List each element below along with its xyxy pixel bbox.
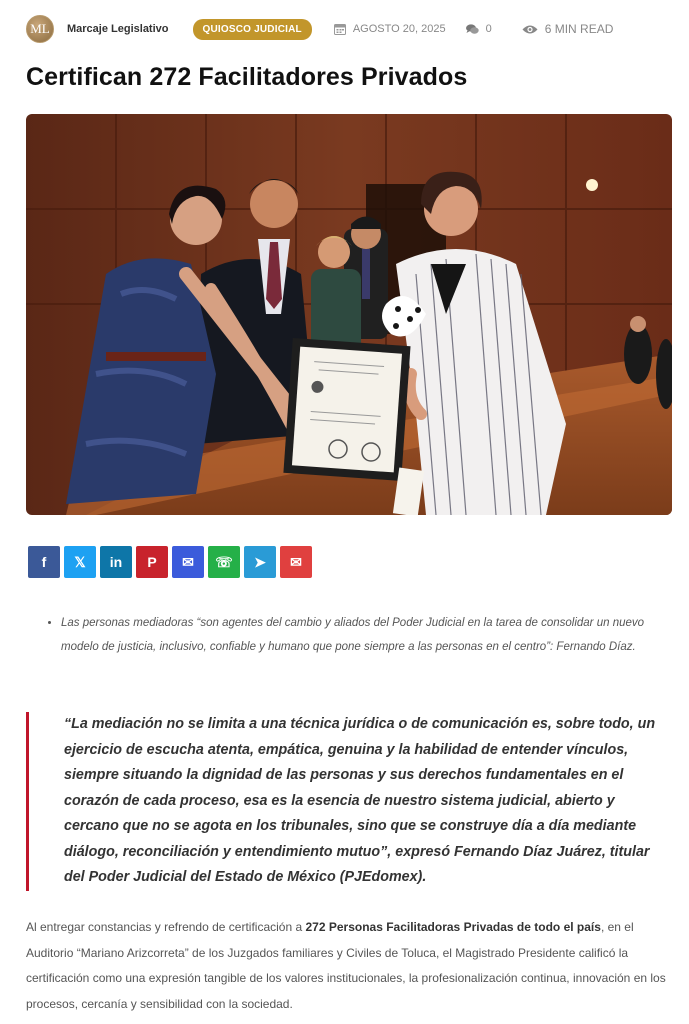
messenger-icon: ✉ xyxy=(182,553,194,570)
author-name[interactable]: Marcaje Legislativo xyxy=(67,23,169,35)
share-linkedin-button[interactable] xyxy=(100,546,132,578)
whatsapp-icon: ☏ xyxy=(215,553,233,570)
hero-image[interactable] xyxy=(26,114,672,515)
article-blockquote xyxy=(26,712,672,891)
pinterest-icon: P xyxy=(147,554,157,570)
paragraph-intro: Al entregar constancias y refrendo de certificación a xyxy=(26,920,306,934)
social-share-bar xyxy=(28,546,312,578)
read-time-text: 6 MIN READ xyxy=(544,22,614,36)
read-time xyxy=(522,22,614,36)
calendar-icon xyxy=(334,23,346,35)
article-summary-list xyxy=(48,611,668,659)
site-logo[interactable]: ML xyxy=(26,15,54,43)
share-pinterest-button[interactable] xyxy=(136,546,168,578)
share-whatsapp-button[interactable] xyxy=(208,546,240,578)
share-x-button[interactable] xyxy=(64,546,96,578)
comments-icon xyxy=(466,24,479,35)
share-telegram-button[interactable] xyxy=(244,546,276,578)
category-badge[interactable]: QUIOSCO JUDICIAL xyxy=(193,19,312,40)
eye-icon xyxy=(522,24,538,35)
email-icon: ✉ xyxy=(290,553,302,570)
telegram-icon: ➤ xyxy=(254,553,266,570)
facebook-icon: f xyxy=(41,554,47,570)
share-messenger-button[interactable] xyxy=(172,546,204,578)
linkedin-icon: in xyxy=(109,554,123,570)
paragraph-rest: , en el Auditorio “Mariano Arizcorreta” de los Juzgados familiares y Civiles de Toluca, el Magistrado Presidente calificó la certificación como una expresión tangible de los valores institucionales, la profesionalización continua, innovación en los procesos, cercanía y sensibilidad con la sociedad. xyxy=(26,920,666,1011)
comment-count[interactable] xyxy=(466,23,492,35)
comment-count-text: 0 xyxy=(485,23,492,35)
share-email-button[interactable] xyxy=(280,546,312,578)
article-paragraph xyxy=(26,915,674,1017)
publish-date xyxy=(334,23,446,35)
paragraph-highlight: 272 Personas Facilitadoras Privadas de todo el país xyxy=(305,920,601,934)
date-text: AGOSTO 20, 2025 xyxy=(352,23,446,35)
hero-photo xyxy=(26,114,672,515)
article-title: Certifican 272 Facilitadores Privados xyxy=(26,63,468,91)
summary-bullet: • Las personas mediadoras “son agentes del cambio y aliados del Poder Judicial en la tarea de consolidar un nuevo modelo de justicia, inclusivo, confiable y humano que pone siempre a las personas en el centro”: Fernando Díaz. xyxy=(61,611,668,659)
share-facebook-button[interactable] xyxy=(28,546,60,578)
article-meta-bar xyxy=(26,14,669,44)
x-icon: 𝕏 xyxy=(74,553,86,570)
quote-text: “La mediación no se limita a una técnica jurídica o de comunicación es, sobre todo, un ejercicio de escucha atenta, empática, genuina y la habilidad de entender vínculos, siempre situando la dignidad de las personas y sus derechos fundamentales en el corazón de cada proceso, esa es la esencia de nuestro sistema judicial, abierto y cercano que no se agota en los tribunales, sino que se construye día a día mediante diálogo, reconciliación y entendimiento mutuo”, expresó Fernando Díaz Juárez, titular del Poder Judicial del Estado de México (PJEdomex). xyxy=(64,716,656,885)
